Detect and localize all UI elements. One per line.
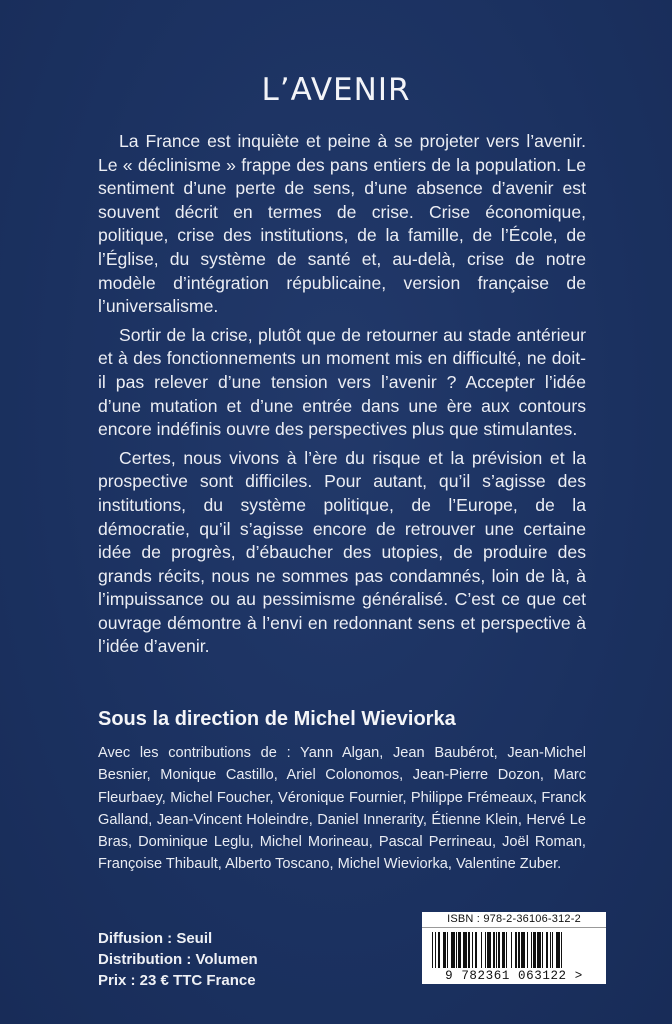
- publisher-info: [98, 928, 358, 991]
- barcode-bar: [435, 932, 436, 968]
- barcode-bar: [468, 932, 469, 968]
- barcode-bar: [556, 932, 560, 968]
- barcode-bar: [485, 932, 486, 968]
- blurb-paragraph-2: Sortir de la crise, plutôt que de retourner au stade antérieur et à des fonctionnements un moment mis en difficulté, ne doit-il pas relever d’une tension vers l’avenir ? Accepter l’idée d’une mutation et d’une entrée dans une ère aux contours encore indéfinis ouvre des perspectives plus que stimulantes.: [98, 324, 586, 440]
- blurb-paragraph-3: Certes, nous vivons à l’ère du risque et la prévision et la prospective sont difficiles. Pour autant, qu’il s’agisse des institutions, du système politique, de l’Europe, de la démocratie, qu’il s’agisse encore de retrouver une certaine idée de progrès, d’ébaucher des utopies, de produire des grands récits, nous ne sommes pas condamnés, loin de là, à l’impuissance ou au pessimisme généralisé. C’est ce que cet ouvrage démontre à l’envi en redonnant sens et perspective à l’idée d’avenir.: [98, 447, 586, 657]
- barcode-bar: [493, 932, 494, 968]
- distribution-line: Distribution : Volumen: [98, 951, 258, 968]
- barcode-bar: [498, 932, 499, 968]
- barcode-bar: [487, 932, 491, 968]
- blurb-paragraph-1: La France est inquiète et peine à se projeter vers l’avenir. Le « déclinisme » frappe des pans entiers de la population. Le sentiment d’une perte de sens, d’une absence d’avenir est souvent décrit en termes de crise. Crise économique, politique, crise des institutions, de la famille, de l’École, de l’Église, du système de santé et, au-delà, crise de notre modèle d’intégration républicaine, version française de l’universalisme.: [98, 131, 586, 317]
- barcode-bar: [451, 932, 455, 968]
- barcode-bar: [496, 932, 497, 968]
- editor-credit: Sous la direction de Michel Wieviorka: [98, 708, 456, 730]
- barcode-bar: [550, 932, 551, 968]
- price-line: Prix : 23 € TTC France: [98, 972, 256, 989]
- barcode-bar: [506, 932, 507, 968]
- book-title: L’AVENIR: [261, 72, 411, 108]
- barcode-bar: [443, 932, 446, 968]
- barcode-bar: [502, 932, 505, 968]
- barcode-bar: [546, 932, 549, 968]
- barcode-bar: [533, 932, 536, 968]
- barcode-bar: [511, 932, 512, 968]
- barcode-bar: [432, 932, 433, 968]
- barcode-bar: [438, 932, 439, 968]
- barcode-bar: [527, 932, 528, 968]
- barcode-bar: [481, 932, 482, 968]
- barcode-bar: [463, 932, 467, 968]
- barcode-bar: [552, 932, 553, 968]
- barcode-bar: [515, 932, 518, 968]
- barcode-bars: [432, 932, 598, 968]
- barcode-bar: [456, 932, 457, 968]
- barcode-bar: [475, 932, 478, 968]
- barcode-digits: 9 782361 063122 >: [445, 969, 583, 983]
- diffusion-line: Diffusion : Seuil: [98, 930, 213, 947]
- barcode-bar: [518, 932, 519, 968]
- barcode-bar: [531, 932, 532, 968]
- barcode-bar: [472, 932, 473, 968]
- isbn-divider: [422, 927, 606, 928]
- barcode-bar: [537, 932, 541, 968]
- barcode-bar: [521, 932, 525, 968]
- barcode-bar: [447, 932, 448, 968]
- barcode-bar: [542, 932, 543, 968]
- isbn-text: ISBN : 978-2-36106-312-2: [447, 913, 581, 925]
- contributors-list: Avec les contributions de : Yann Algan, Jean Baubérot, Jean-Michel Besnier, Monique Castillo, Ariel Colonomos, Jean-Pierre Dozon, Marc Fleurbaey, Michel Foucher, Véronique Fournier, Philippe Frémeaux, Franck Galland, Jean-Vincent Holeindre, Daniel Innerarity, Étienne Klein, Hervé Le Bras, Dominique Leglu, Michel Morineau, Pascal Perrineau, Joël Roman, Françoise Thibault, Alberto Toscano, Michel Wieviorka, Valentine Zuber.: [98, 745, 586, 873]
- blurb: [98, 130, 586, 664]
- barcode-label: [422, 912, 606, 984]
- barcode-bar: [458, 932, 461, 968]
- barcode-bar: [561, 932, 562, 968]
